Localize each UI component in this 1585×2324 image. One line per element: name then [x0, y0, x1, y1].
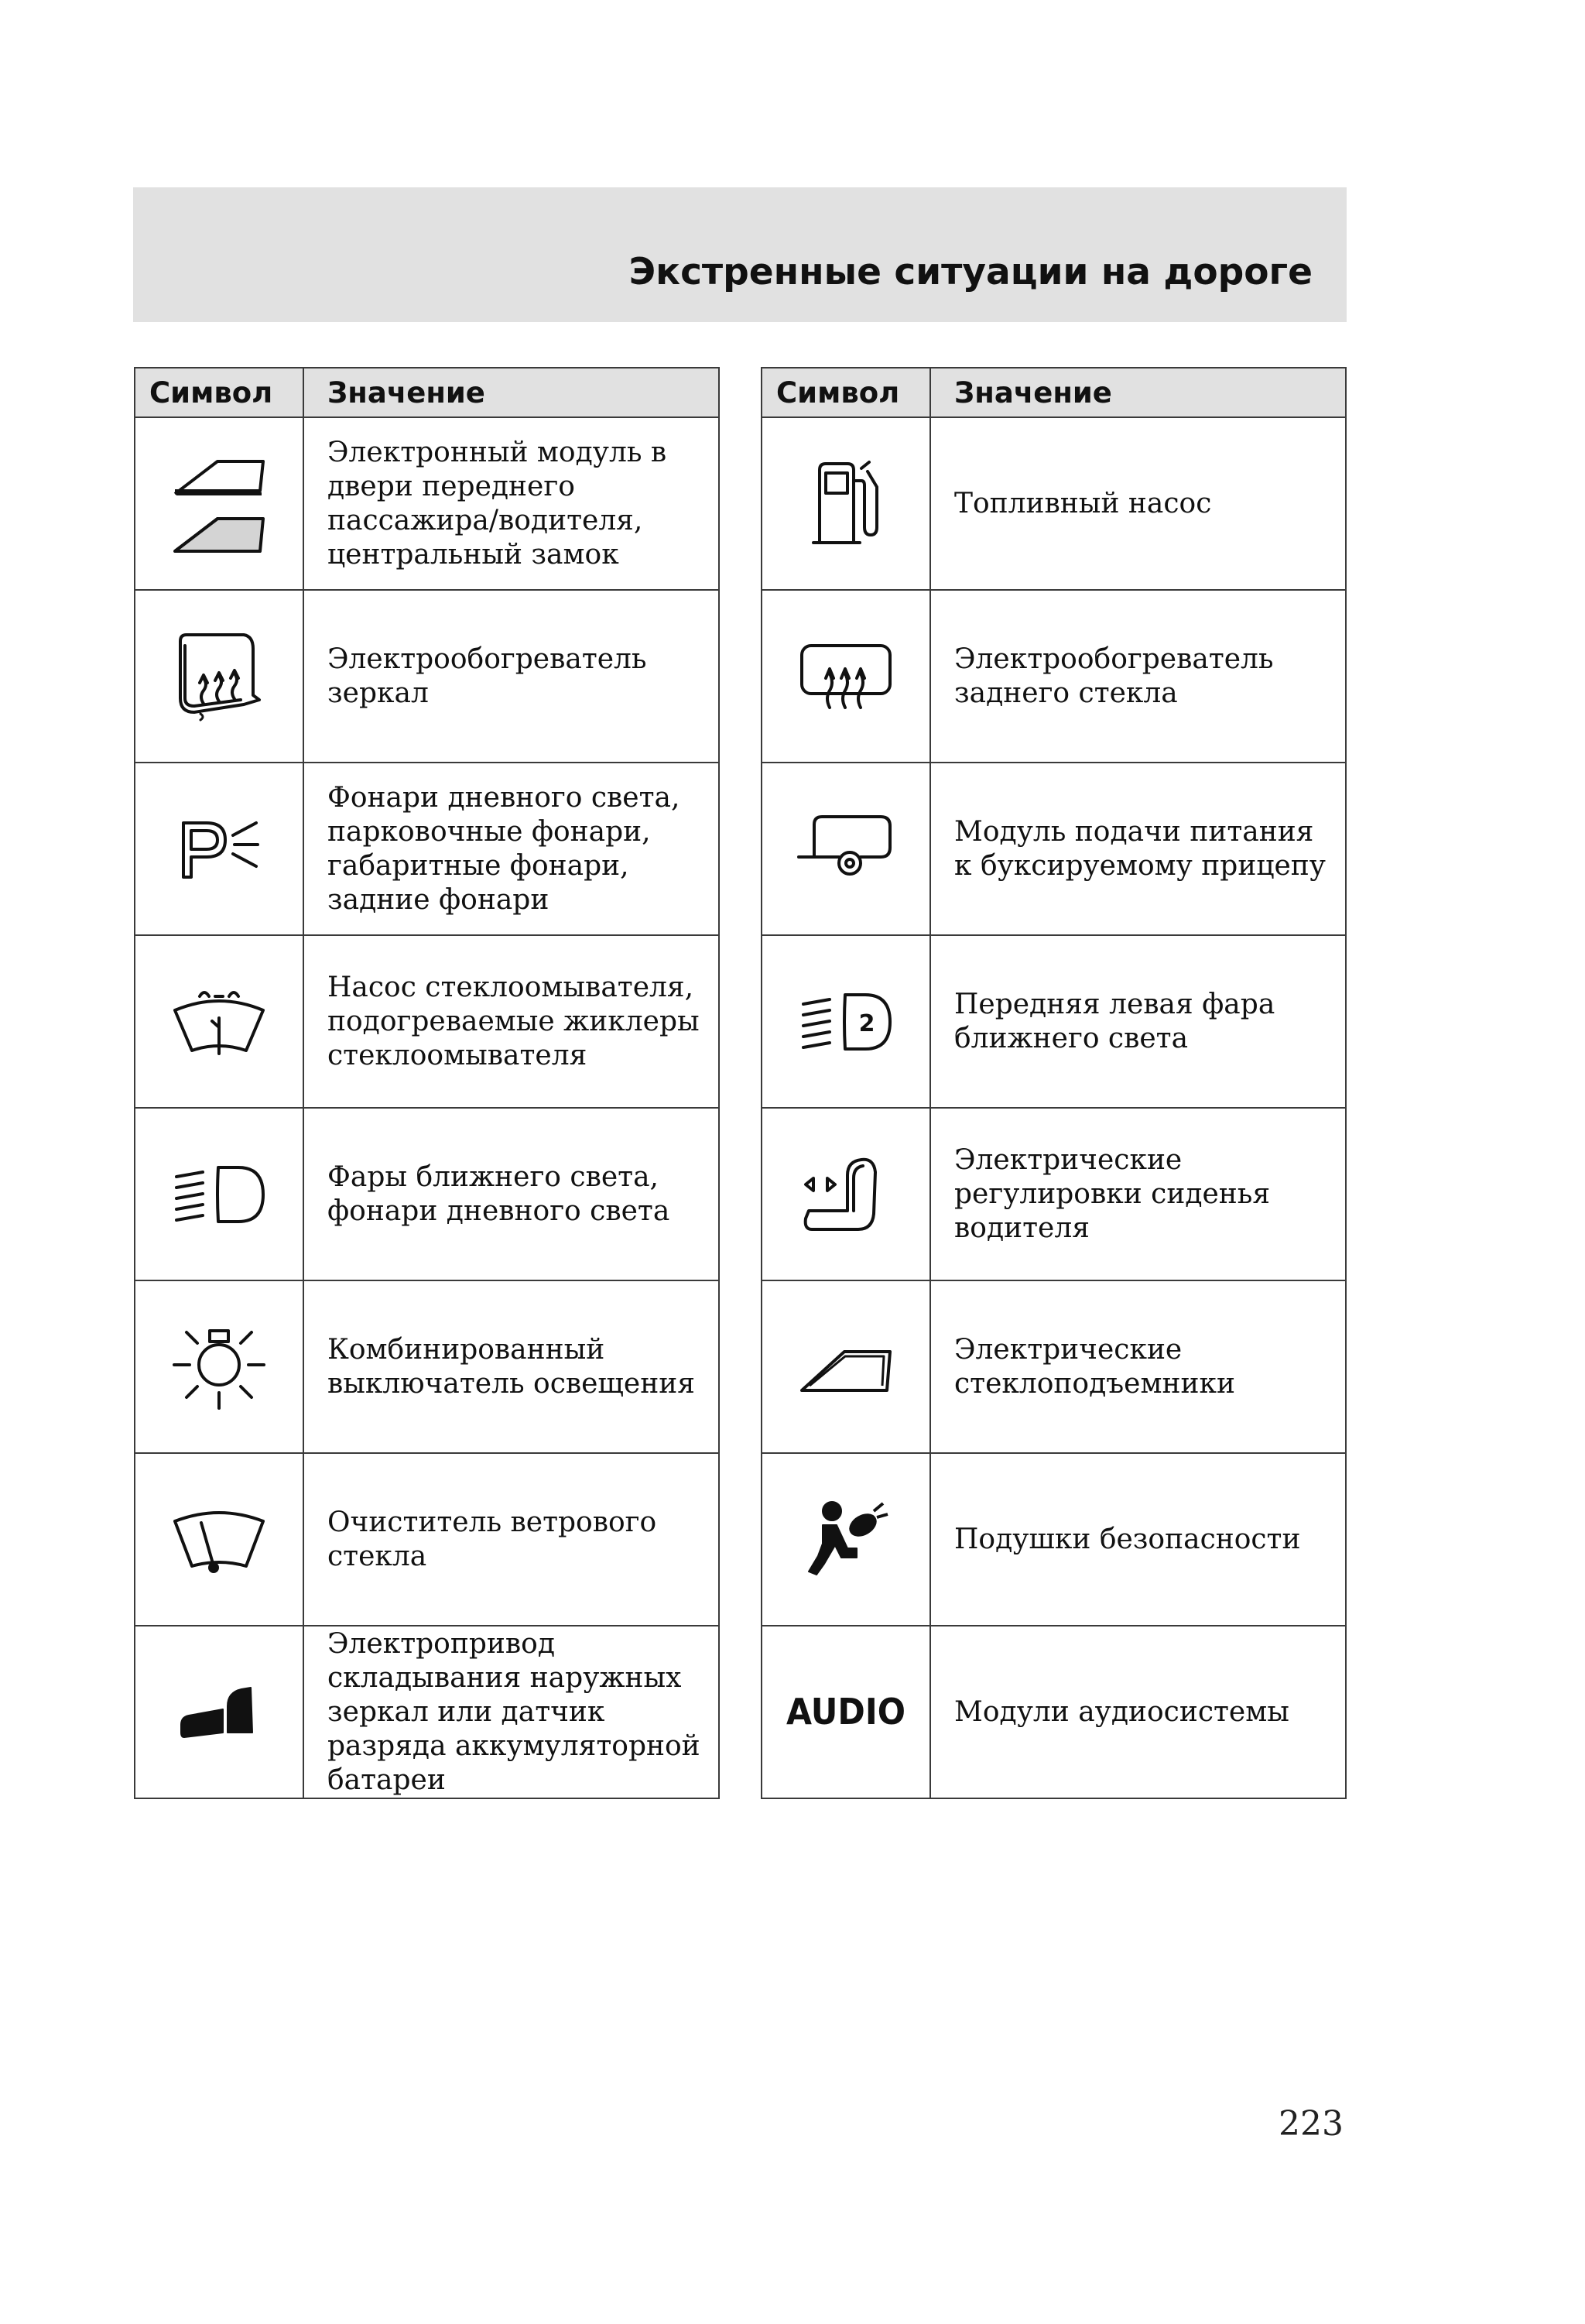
- column-header-symbol: Символ: [762, 368, 930, 417]
- meaning-text: Подушки безопасности: [930, 1453, 1346, 1626]
- table-row: [135, 417, 719, 590]
- wiper-icon: [169, 1501, 269, 1578]
- table-row: [135, 1453, 719, 1626]
- mirror-fold-icon: [176, 1681, 262, 1743]
- heated-mirror-icon: [173, 630, 265, 723]
- meaning-text: Модули аудиосистемы: [930, 1626, 1346, 1798]
- light-switch-icon: [165, 1317, 273, 1417]
- audio-label: AUDIO: [786, 1690, 905, 1733]
- left-headlamp-icon: [796, 987, 896, 1057]
- audio-icon: [780, 1685, 912, 1740]
- power-window-icon: [796, 1336, 896, 1398]
- table-header-row: [762, 368, 1346, 417]
- meaning-text: Электрообогреватель зеркал: [303, 590, 719, 763]
- meaning-text: Электрические стеклоподъемники: [930, 1280, 1346, 1453]
- table-row: [135, 1280, 719, 1453]
- fuel-pump-icon: [807, 458, 885, 550]
- table-row: [762, 1108, 1346, 1280]
- column-header-meaning: Значение: [303, 368, 719, 417]
- power-seat-icon: [799, 1152, 892, 1237]
- table-row: [135, 1626, 719, 1798]
- table-row: [762, 417, 1346, 590]
- meaning-text: Фары ближнего света, фонари дневного света: [303, 1108, 719, 1280]
- page-title: Экстренные ситуации на дороге: [628, 251, 1313, 293]
- low-beam-icon: [169, 1160, 269, 1229]
- trailer-icon: [796, 811, 896, 888]
- table-row: [762, 1626, 1346, 1798]
- meaning-text: Фонари дневного света, парковочные фонари, габаритные фонари, задние фонари: [303, 763, 719, 935]
- meaning-text: Комбинированный выключатель освещения: [303, 1280, 719, 1453]
- page-number: 223: [1279, 2104, 1344, 2144]
- meaning-text: Насос стеклоомывателя, подогреваемые жиклеры стеклоомывателя: [303, 935, 719, 1108]
- table-row: [762, 1280, 1346, 1453]
- table-row: [135, 935, 719, 1108]
- rear-defrost-icon: [796, 638, 896, 715]
- meaning-text: Топливный насос: [930, 417, 1346, 590]
- table-row: [762, 590, 1346, 763]
- meaning-text: Электропривод складывания наружных зеркал или датчик разряда аккумуляторной батареи: [303, 1626, 719, 1798]
- column-header-meaning: Значение: [930, 368, 1346, 417]
- table-row: [135, 763, 719, 935]
- meaning-text: Электронный модуль в двери переднего пассажира/водителя, центральный замок: [303, 417, 719, 590]
- door-module-icon: [169, 446, 269, 562]
- table-row: [762, 763, 1346, 935]
- airbag-icon: [799, 1497, 892, 1582]
- meaning-text: Электрообогреватель заднего стекла: [930, 590, 1346, 763]
- meaning-text: Электрические регулировки сиденья водителя: [930, 1108, 1346, 1280]
- table-header-row: [135, 368, 719, 417]
- washer-pump-icon: [169, 979, 269, 1064]
- meaning-text: Модуль подачи питания к буксируемому прицепу: [930, 763, 1346, 935]
- table-row: [762, 935, 1346, 1108]
- column-header-symbol: Символ: [135, 368, 303, 417]
- table-row: [762, 1453, 1346, 1626]
- parking-lamp-icon: [173, 811, 265, 888]
- table-row: [135, 590, 719, 763]
- table-row: [135, 1108, 719, 1280]
- meaning-text: Передняя левая фара ближнего света: [930, 935, 1346, 1108]
- headlamp-number-label: 2: [858, 1009, 875, 1037]
- symbol-table-right: [761, 367, 1347, 1799]
- header-band: [133, 187, 1347, 322]
- symbol-table-left: [134, 367, 720, 1799]
- meaning-text: Очиститель ветрового стекла: [303, 1453, 719, 1626]
